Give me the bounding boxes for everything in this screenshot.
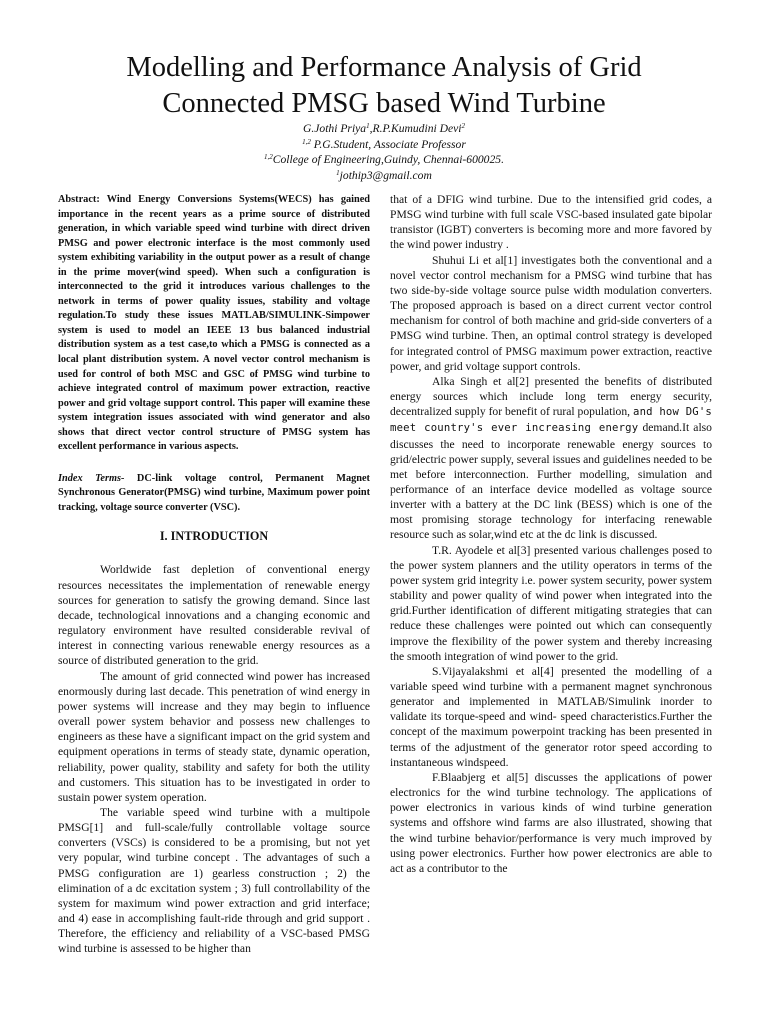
index-terms [58,472,370,516]
intro-paragraph-1: Worldwide fast depletion of conventional energy resources necessitates the implementation of renewable energy sources for generation to satisfy the growing demand. Since last decade, technological innovations and a changing economic and regulatory environment have resulted considerable revival of interest in connecting various renewable energy resources as a source of distributed generation to the grid. [58,563,370,668]
continued-paragraph: that of a DFIG wind turbine. Due to the intensified grid codes, a PMSG wind turbine with full scale VSC-based insulated gate bipolar transistor (IGBT) converters is becoming more and more favored by the wind power industry . [390,193,712,252]
intro-paragraph-2: The amount of grid connected wind power has increased enormously during last decade. This penetration of wind energy in power systems will increase and they may begin to influence overall power system behavior and possess new challenges to engineers as these have a significant impact on the grid system and equipment operations in terms of steady state, dynamic operation, reliability, power quality, stability and safety for both the utility and customers. This situation has to be investigated in order to sustain power system operation. [58,669,370,804]
abstract: Abstract: Wind Energy Conversions Systems(WECS) has gained importance in the recent years as a prime source of distributed generation, in which variable speed wind turbine with direct driven PMSG and power electronic interface is the most commonly used system exhibiting variability in the output power as a result of change in the prime mover(wind speed). When such a configuration is interconnected to the grid it introduces various challenges to the network in terms of power quality issues, stability and voltage regulation.To study these issues MATLAB/SIMULINK-Simpower system is used to model an IEEE 13 bus balanced industrial distribution system as a test case,to which a PMSG is connected as a local plant distribution system. A novel vector control mechanism is used for control of both MSC and GSC of PMSG wind turbine to achieve integrated control of maximum power extraction, reactive power and grid voltage support control. This paper will examine these system integration issues associated with wind generator and also shows that direct vector control structure of PMSG system has excellent performance in various aspects. [58,194,370,453]
author-affiliation [40,152,728,168]
author-names [40,121,728,137]
review-paragraph-li: Shuhui Li et al[1] investigates both the conventional and a novel vector control mechanism for a PMSG wind turbine that has two side-by-side voltage source pulse width modulation converters. The proposed approach is based on a direct current vector control mechanism for control of both machine and grid-side converters of a PMSG wind turbine. Then, an optimal control strategy is developed for integrated control of PMSG maximum power extraction, reactive power, and grid voltage support controls. [390,253,712,373]
singh-text-a: Alka Singh et al[2] presented the benefits of distributed energy sources which include long term energy security, decentralized supply for benefit of rural population, [390,374,712,419]
author-block [40,121,728,183]
index-terms-lead: Index Terms- [58,472,125,484]
review-paragraph-vijayalakshmi: S.Vijayalakshmi et al[4] presented the modelling of a variable speed wind turbine with a permanent magnet synchronous generator and implemented in MATLAB/Simulink inorder to validate its torque-speed and wind- speed characteristics.Further the concept of the maximum powerpoint tracking has been presented in terms of the adjustment of the generator rotor speed according to instantaneous windspeed. [390,664,712,769]
intro-paragraph-3: The variable speed wind turbine with a multipole PMSG[1] and full-scale/fully controllable voltage source converters (VSCs) is considered to be a promising, but not yet very popular, wind turbine concept . The advantages of such a PMSG configuration are 1) gearless construction ; 2) the elimination of a dc excitation system ; 3) full controllability of the system for maximum wind power extraction and grid interface; and 4) ease in accomplishing fault-ride through and grid support . Therefore, the efficiency and reliability of a VSC-based PMSG wind turbine is assessed to be higher than [58,805,370,956]
affiliation-sup: 1,2 [264,153,273,161]
review-paragraph-singh [390,374,712,543]
right-column [390,192,712,876]
author-1-sup: 1 [366,122,370,130]
author-2-sup: 2 [461,122,465,130]
author-email [40,168,728,184]
index-terms-text: DC-link voltage control, Permanent Magnet Synchronous Generator(PMSG) wind turbine, Maximum power point tracking, voltage source converter (VSC). [58,472,370,513]
author-1: G.Jothi Priya [303,122,367,135]
review-paragraph-blaabjerg: F.Blaabjerg et al[5] discusses the applications of power electronics for the wind turbine technology. The applications of power electronics in various kinds of wind turbine generation systems and offshore wind farms are also illustrated, showing that the wind turbine behavior/performance is very much improved by using power electronics. Further how power electronics are able to act as a contributor to the [390,770,712,875]
affiliation-text: College of Engineering,Guindy, Chennai-600025. [272,153,504,166]
title-line-2: Connected PMSG based Wind Turbine [162,88,606,119]
title-line-1: Modelling and Performance Analysis of Grid [126,52,642,83]
email-text: jothip3@gmail.com [339,168,432,182]
singh-text-b: demand.It also discusses the need to incorporate renewable energy sources to grid/electric power supply, several issues and guidelines needed to be met before interconnection. Further modelling, simulation and performance of an interface device modelled as voltage source inverter with a battery at the DC link (BESS) which is one of the most promising storage technology for interfacing renewable resource such as solar,wind etc at the dc link is discussed. [390,421,712,542]
left-column [58,193,370,957]
roles-text: P.G.Student, Associate Professor [310,137,466,151]
author-2: ,R.P.Kumudini Devi [369,122,462,135]
singh-text-mono: and how DG's meet country's ever increasing energy [390,406,713,435]
section-heading-introduction: I. INTRODUCTION [159,529,269,544]
review-paragraph-ayodele: T.R. Ayodele et al[3] presented various challenges posed to the power system planners and the utility operators in terms of the power system grid integrity i.e. power system security, power system stability and power quality of wind power when integrated into the grid.Further identification of different mitigating strategies that can reduce these challenges were pointed out which can consequently improve the flexibility of the power system and thereby increasing the smooth integration of wind power to the grid. [390,543,712,663]
paper-title [40,50,728,122]
roles-sup: 1,2 [302,137,311,146]
email-sup: 1 [336,168,340,177]
author-roles [40,137,728,153]
